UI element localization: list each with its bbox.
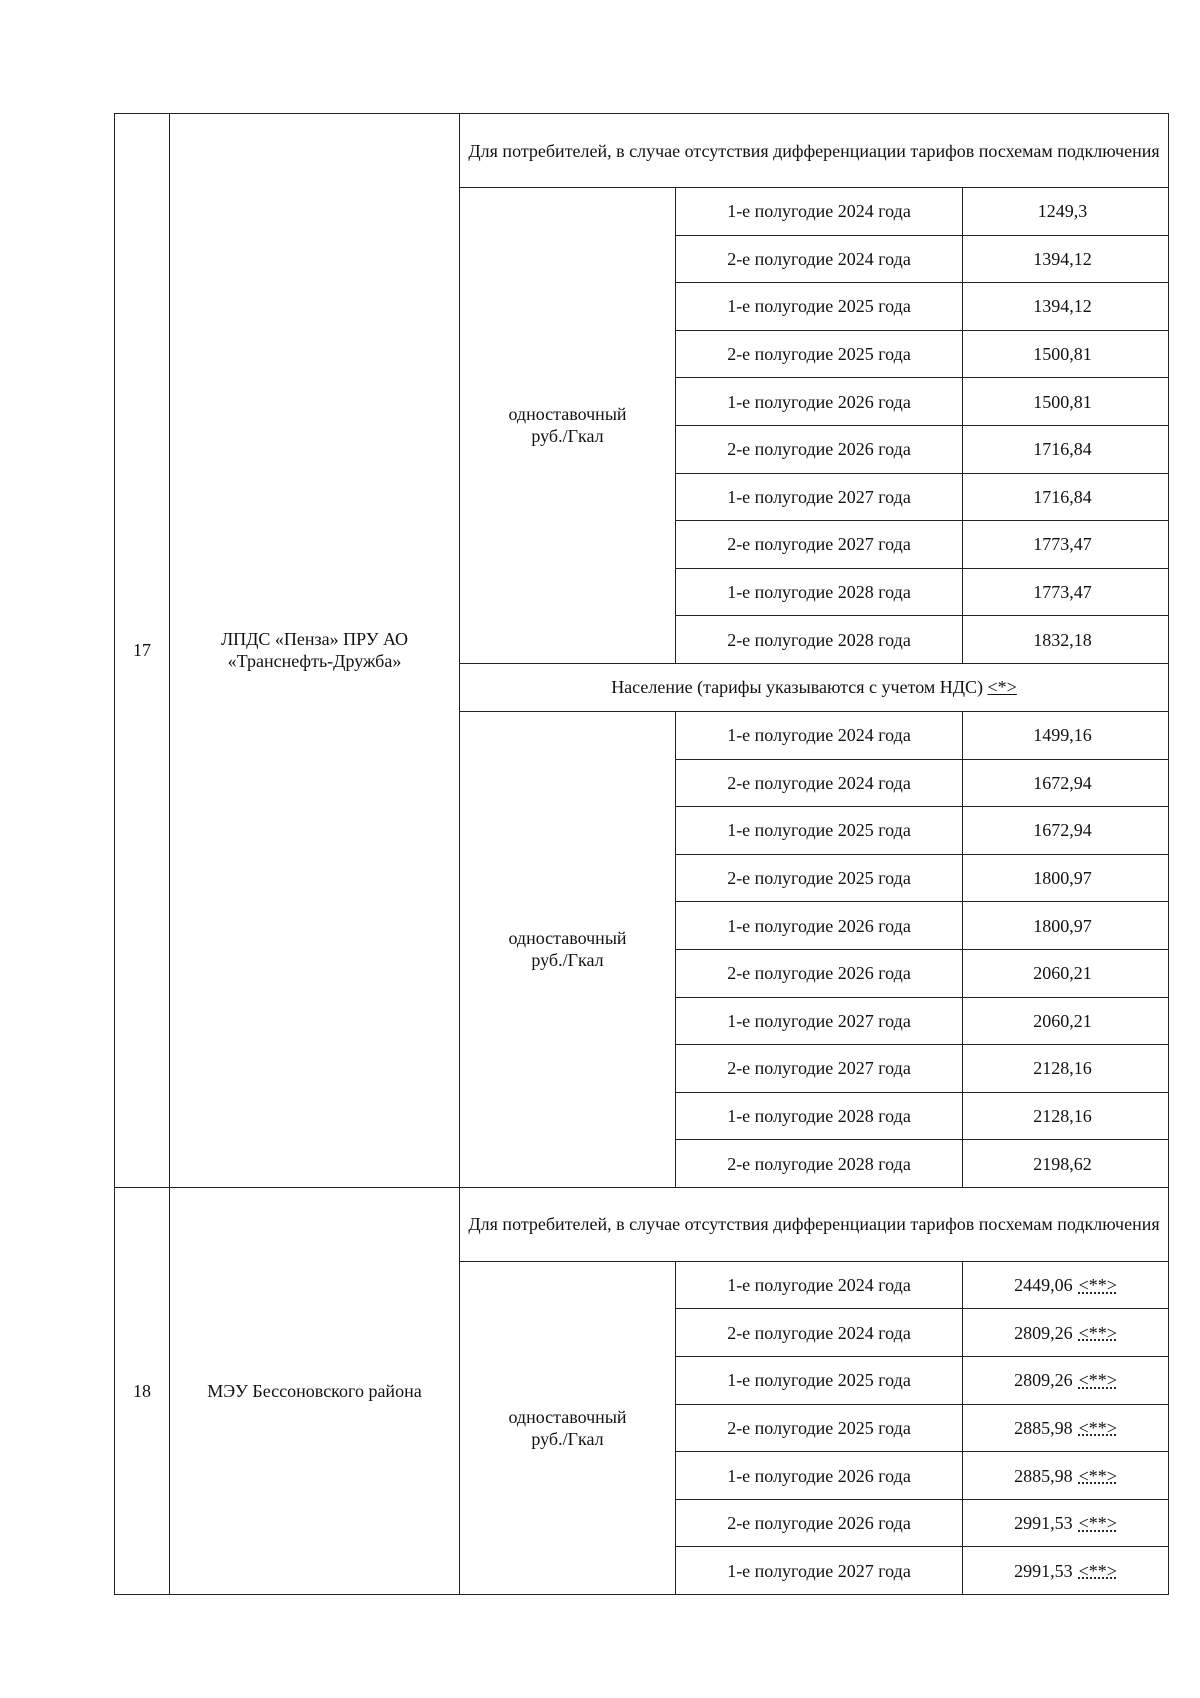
tariff-value: 2128,16 [1033, 1105, 1092, 1126]
tariff-value-cell [963, 1499, 1169, 1547]
period-cell: 1-е полугодие 2024 года [676, 188, 963, 236]
period-cell: 2-е полугодие 2024 года [676, 1309, 963, 1357]
tariff-value: 2060,21 [1033, 1010, 1092, 1031]
footnote-link[interactable]: <**> [1078, 1322, 1117, 1343]
section-header-row [115, 1187, 1169, 1261]
tariff-value-cell [963, 235, 1169, 283]
tariff-value-cell [963, 1404, 1169, 1452]
tariff-unit-label: руб./Гкал [531, 426, 604, 447]
tariff-table [114, 113, 1169, 1595]
organization-name-line: МЭУ Бессоновского района [207, 1380, 422, 1401]
period-cell: 2-е полугодие 2025 года [676, 1404, 963, 1452]
organization-name-line: «Транснефть-Дружба» [227, 651, 402, 672]
tariff-value-cell [963, 616, 1169, 664]
tariff-value-cell [963, 473, 1169, 521]
period-cell: 2-е полугодие 2025 года [676, 854, 963, 902]
consumer-group-header [460, 1187, 1169, 1261]
tariff-value-cell [963, 854, 1169, 902]
tariff-value: 2885,98 [1014, 1417, 1073, 1438]
period-cell: 1-е полугодие 2027 года [676, 1547, 963, 1595]
tariff-value: 1716,84 [1033, 439, 1092, 460]
tariff-value: 1672,94 [1033, 820, 1092, 841]
tariff-value-cell [963, 521, 1169, 569]
tariff-value-cell [963, 425, 1169, 473]
footnote-link[interactable]: <**> [1078, 1465, 1117, 1486]
tariff-table-body [115, 114, 1169, 1595]
consumer-group-label: Население (тарифы указываются с учетом НДС) [611, 677, 984, 698]
period-cell: 2-е полугодие 2026 года [676, 949, 963, 997]
tariff-value-cell [963, 330, 1169, 378]
row-number: 18 [115, 1187, 170, 1594]
period-cell: 1-е полугодие 2026 года [676, 378, 963, 426]
period-cell: 1-е полугодие 2027 года [676, 473, 963, 521]
tariff-value-cell [963, 1452, 1169, 1500]
period-cell: 2-е полугодие 2024 года [676, 759, 963, 807]
period-cell: 2-е полугодие 2028 года [676, 616, 963, 664]
period-cell: 1-е полугодие 2028 года [676, 568, 963, 616]
tariff-value-cell [963, 1357, 1169, 1405]
tariff-value-cell [963, 568, 1169, 616]
consumer-group-label: Для потребителей, в случае отсутствия дифференциации тарифов посхемам подключения [468, 140, 1160, 161]
period-cell: 1-е полугодие 2028 года [676, 1092, 963, 1140]
tariff-value-cell [963, 1547, 1169, 1595]
tariff-value-cell [963, 759, 1169, 807]
tariff-value: 2809,26 [1014, 1322, 1073, 1343]
tariff-value-cell [963, 711, 1169, 759]
row-number: 17 [115, 114, 170, 1188]
tariff-type-label: одноставочный [508, 1406, 627, 1427]
tariff-type [460, 1261, 676, 1594]
tariff-unit-label: руб./Гкал [531, 950, 604, 971]
period-cell: 2-е полугодие 2026 года [676, 425, 963, 473]
footnote-link[interactable]: <**> [1078, 1417, 1117, 1438]
period-cell: 2-е полугодие 2026 года [676, 1499, 963, 1547]
tariff-type-label: одноставочный [508, 928, 627, 949]
period-cell: 1-е полугодие 2027 года [676, 997, 963, 1045]
consumer-group-header [460, 663, 1169, 711]
organization-name-line: ЛПДС «Пенза» ПРУ АО [220, 629, 409, 650]
period-cell: 2-е полугодие 2025 года [676, 330, 963, 378]
tariff-value-cell [963, 188, 1169, 236]
tariff-value: 1832,18 [1033, 629, 1092, 650]
organization-name [170, 114, 460, 1188]
period-cell: 2-е полугодие 2027 года [676, 1045, 963, 1093]
tariff-value-cell [963, 1309, 1169, 1357]
tariff-value-cell [963, 1261, 1169, 1309]
period-cell: 1-е полугодие 2025 года [676, 283, 963, 331]
tariff-value: 1500,81 [1033, 344, 1092, 365]
tariff-value-cell [963, 378, 1169, 426]
tariff-value: 2885,98 [1014, 1465, 1073, 1486]
tariff-value-cell [963, 997, 1169, 1045]
tariff-value: 2991,53 [1014, 1560, 1073, 1581]
tariff-type [460, 188, 676, 664]
tariff-value: 1716,84 [1033, 486, 1092, 507]
period-cell: 1-е полугодие 2024 года [676, 711, 963, 759]
tariff-value: 2809,26 [1014, 1370, 1073, 1391]
tariff-unit-label: руб./Гкал [531, 1428, 604, 1449]
tariff-value: 1672,94 [1033, 772, 1092, 793]
tariff-value: 1249,3 [1037, 201, 1088, 222]
tariff-value: 1499,16 [1033, 725, 1092, 746]
footnote-link[interactable]: <**> [1078, 1275, 1117, 1296]
period-cell: 2-е полугодие 2028 года [676, 1140, 963, 1188]
tariff-value: 1773,47 [1033, 534, 1092, 555]
period-cell: 1-е полугодие 2025 года [676, 807, 963, 855]
tariff-value-cell [963, 1092, 1169, 1140]
tariff-value-cell [963, 1140, 1169, 1188]
tariff-value: 2449,06 [1014, 1275, 1073, 1296]
period-cell: 2-е полугодие 2024 года [676, 235, 963, 283]
period-cell: 1-е полугодие 2024 года [676, 1261, 963, 1309]
consumer-group-header [460, 114, 1169, 188]
period-cell: 1-е полугодие 2026 года [676, 1452, 963, 1500]
period-cell: 1-е полугодие 2025 года [676, 1357, 963, 1405]
footnote-link[interactable]: <**> [1078, 1560, 1117, 1581]
footnote-link[interactable]: <**> [1078, 1370, 1117, 1391]
tariff-value: 1394,12 [1033, 296, 1092, 317]
tariff-value: 1800,97 [1033, 915, 1092, 936]
tariff-value: 2060,21 [1033, 963, 1092, 984]
tariff-value: 1773,47 [1033, 582, 1092, 603]
footnote-link[interactable]: <**> [1078, 1513, 1117, 1534]
tariff-type-label: одноставочный [508, 404, 627, 425]
tariff-value: 1800,97 [1033, 868, 1092, 889]
consumer-group-label: Для потребителей, в случае отсутствия дифференциации тарифов посхемам подключения [468, 1214, 1160, 1235]
organization-name [170, 1187, 460, 1594]
tariff-value-cell [963, 902, 1169, 950]
tariff-value: 2991,53 [1014, 1513, 1073, 1534]
tariff-value: 1500,81 [1033, 391, 1092, 412]
tariff-value-cell [963, 1045, 1169, 1093]
footnote-link[interactable]: <*> [987, 677, 1017, 698]
tariff-value-cell [963, 949, 1169, 997]
tariff-value: 2128,16 [1033, 1058, 1092, 1079]
tariff-value-cell [963, 807, 1169, 855]
period-cell: 1-е полугодие 2026 года [676, 902, 963, 950]
tariff-value: 1394,12 [1033, 248, 1092, 269]
tariff-value-cell [963, 283, 1169, 331]
period-cell: 2-е полугодие 2027 года [676, 521, 963, 569]
tariff-type [460, 711, 676, 1187]
section-header-row [115, 114, 1169, 188]
tariff-value: 2198,62 [1033, 1153, 1092, 1174]
